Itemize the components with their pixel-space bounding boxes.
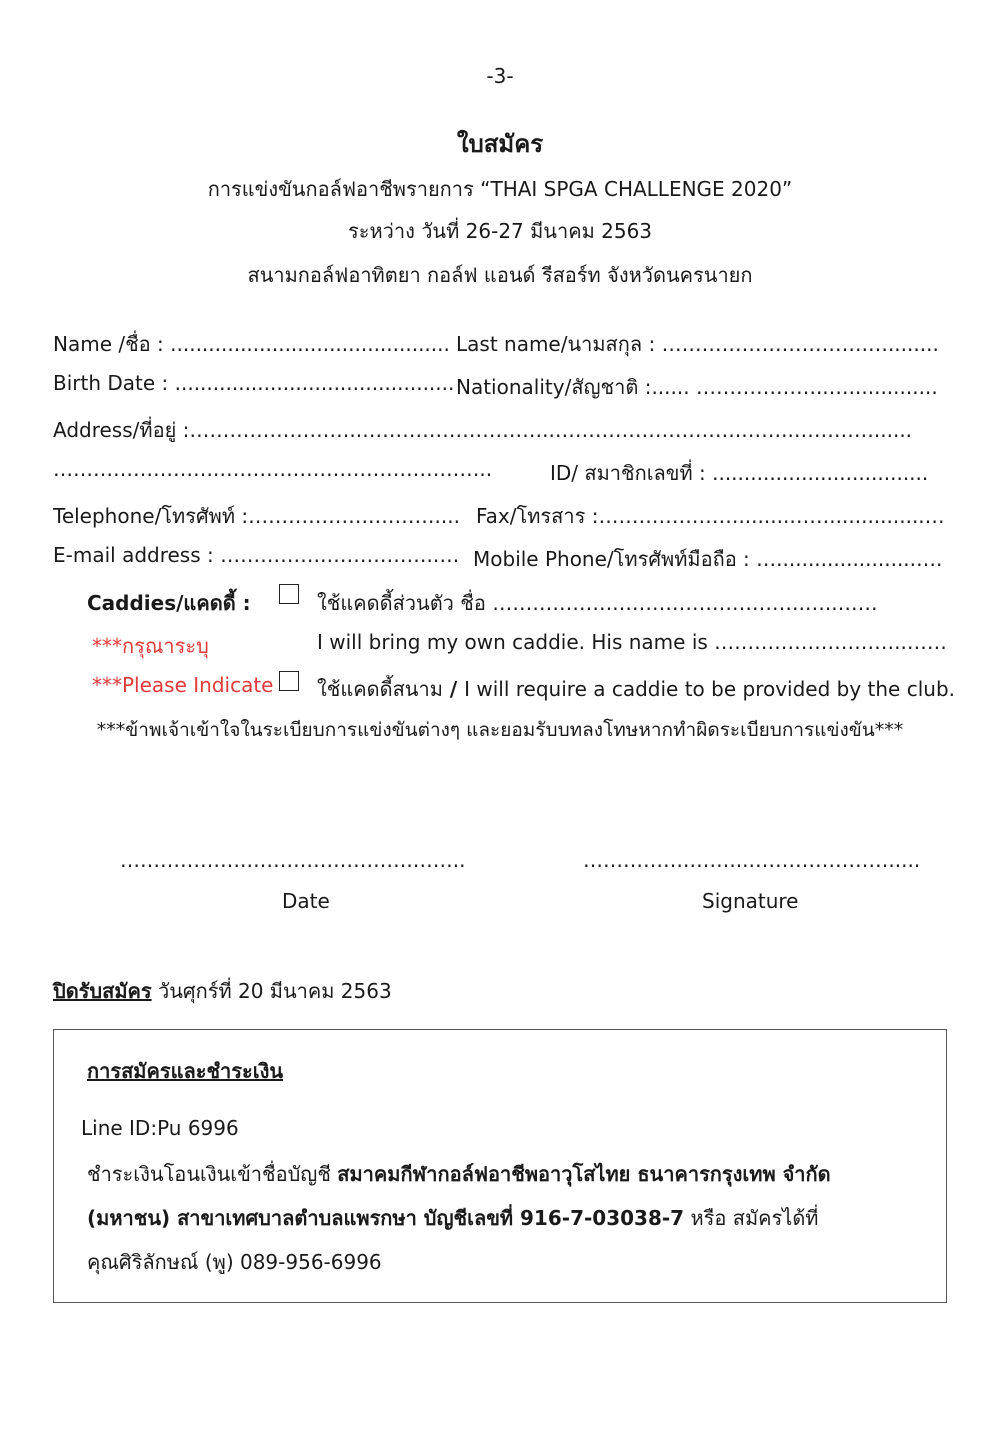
account-name: สมาคมกีฬากอล์ฟอาชีพอาวุโสไทย ธนาคารกรุงเทพ จำกัด: [337, 1162, 831, 1186]
club-caddie-separator: /: [442, 677, 465, 701]
closing-date-value: วันศุกร์ที่ 20 มีนาคม 2563: [151, 979, 392, 1003]
closing-label: ปิดรับสมัคร: [53, 979, 152, 1003]
signature-label: Signature: [702, 889, 799, 913]
nationality-field[interactable]: Nationality/สัญชาติ :...... ………………..…..............: [456, 375, 938, 399]
event-dates: ระหว่าง วันที่ 26-27 มีนาคม 2563: [347, 219, 653, 243]
signature-line[interactable]: …………….……...………………….....: [583, 848, 921, 872]
checkbox-square-icon: [279, 671, 299, 691]
member-id-field[interactable]: ID/ สมาชิกเลขที่ : ..................................: [550, 461, 929, 485]
closing-date: [53, 975, 392, 1007]
club-caddie-option[interactable]: [317, 673, 955, 705]
club-caddie-th: ใช้แคดดี้สนาม: [317, 677, 443, 701]
payment-heading: การสมัครและชำระเงิน: [87, 1059, 284, 1083]
checkbox-square-icon: [279, 584, 299, 604]
caddies-label: Caddies/แคดดี้ :: [87, 591, 251, 615]
please-indicate-th: ***กรุณาระบุ: [92, 634, 209, 658]
transfer-prefix: ชำระเงินโอนเงินเข้าชื่อบัญชี: [87, 1162, 338, 1186]
mobile-phone-field[interactable]: Mobile Phone/โทรศัพท์มือถือ : …......................….: [473, 547, 943, 571]
event-name: “THAI SPGA CHALLENGE 2020”: [480, 177, 793, 201]
form-title: ใบสมัคร: [456, 130, 544, 158]
bank-branch-account: (มหาชน) สาขาเทศบาลตำบลแพรกษา บัญชีเลขที่ 916-7-03038-7: [87, 1206, 685, 1230]
address-continued-field[interactable]: …………………….…………………………………..: [53, 457, 493, 481]
telephone-field[interactable]: Telephone/โทรศัพท์ :……………….………....: [53, 504, 460, 528]
event-venue: สนามกอล์ฟอาทิตยา กอล์ฟ แอนด์ รีสอร์ท จังหวัดนครนายก: [247, 263, 753, 287]
name-field[interactable]: Name /ชื่อ : ............................................: [53, 332, 450, 356]
page-number: -3-: [486, 64, 514, 88]
please-indicate-en: ***Please Indicate: [92, 673, 274, 697]
contact-person: คุณศิริลักษณ์ (พู) 089-956-6996: [87, 1250, 382, 1274]
own-caddie-option-en[interactable]: I will bring my own caddie. His name is ………………………..……: [317, 630, 947, 654]
payment-branch-line: [87, 1202, 819, 1234]
agreement-statement: ***ข้าพเจ้าเข้าใจในระเบียบการแข่งขันต่างๆ และยอมรับบทลงโทษหากทำผิดระเบียบการแข่งขัน***: [96, 719, 904, 741]
own-caddie-checkbox[interactable]: [279, 584, 299, 608]
address-field[interactable]: Address/ที่อยู่ :……………………..………………………..……………………….……..…………......: [53, 418, 913, 442]
date-label: Date: [282, 889, 330, 913]
fax-field[interactable]: Fax/โทรสาร :…………………........……...............…: [476, 504, 945, 528]
club-caddie-en: I will require a caddie to be provided by the club.: [464, 677, 956, 701]
line-id: Line ID:Pu 6996: [81, 1116, 239, 1140]
date-line[interactable]: ……………….…………………….……..: [120, 848, 466, 872]
club-caddie-checkbox[interactable]: [279, 671, 299, 695]
or-apply-text: หรือ สมัครได้ที่: [684, 1206, 819, 1230]
payment-transfer-line: [87, 1158, 831, 1190]
last-name-field[interactable]: Last name/นามสกุล : ………………………….…........: [456, 332, 939, 356]
event-subtitle-prefix: การแข่งขันกอล์ฟอาชีพรายการ: [207, 177, 481, 201]
birth-date-field[interactable]: Birth Date : ............................................: [53, 371, 455, 395]
email-field[interactable]: E-mail address : …………….…………….….: [53, 543, 460, 567]
event-subtitle: [0, 173, 1000, 205]
own-caddie-option-th[interactable]: ใช้แคดดี้ส่วนตัว ชื่อ ……………….……………………….…..……: [317, 591, 878, 615]
